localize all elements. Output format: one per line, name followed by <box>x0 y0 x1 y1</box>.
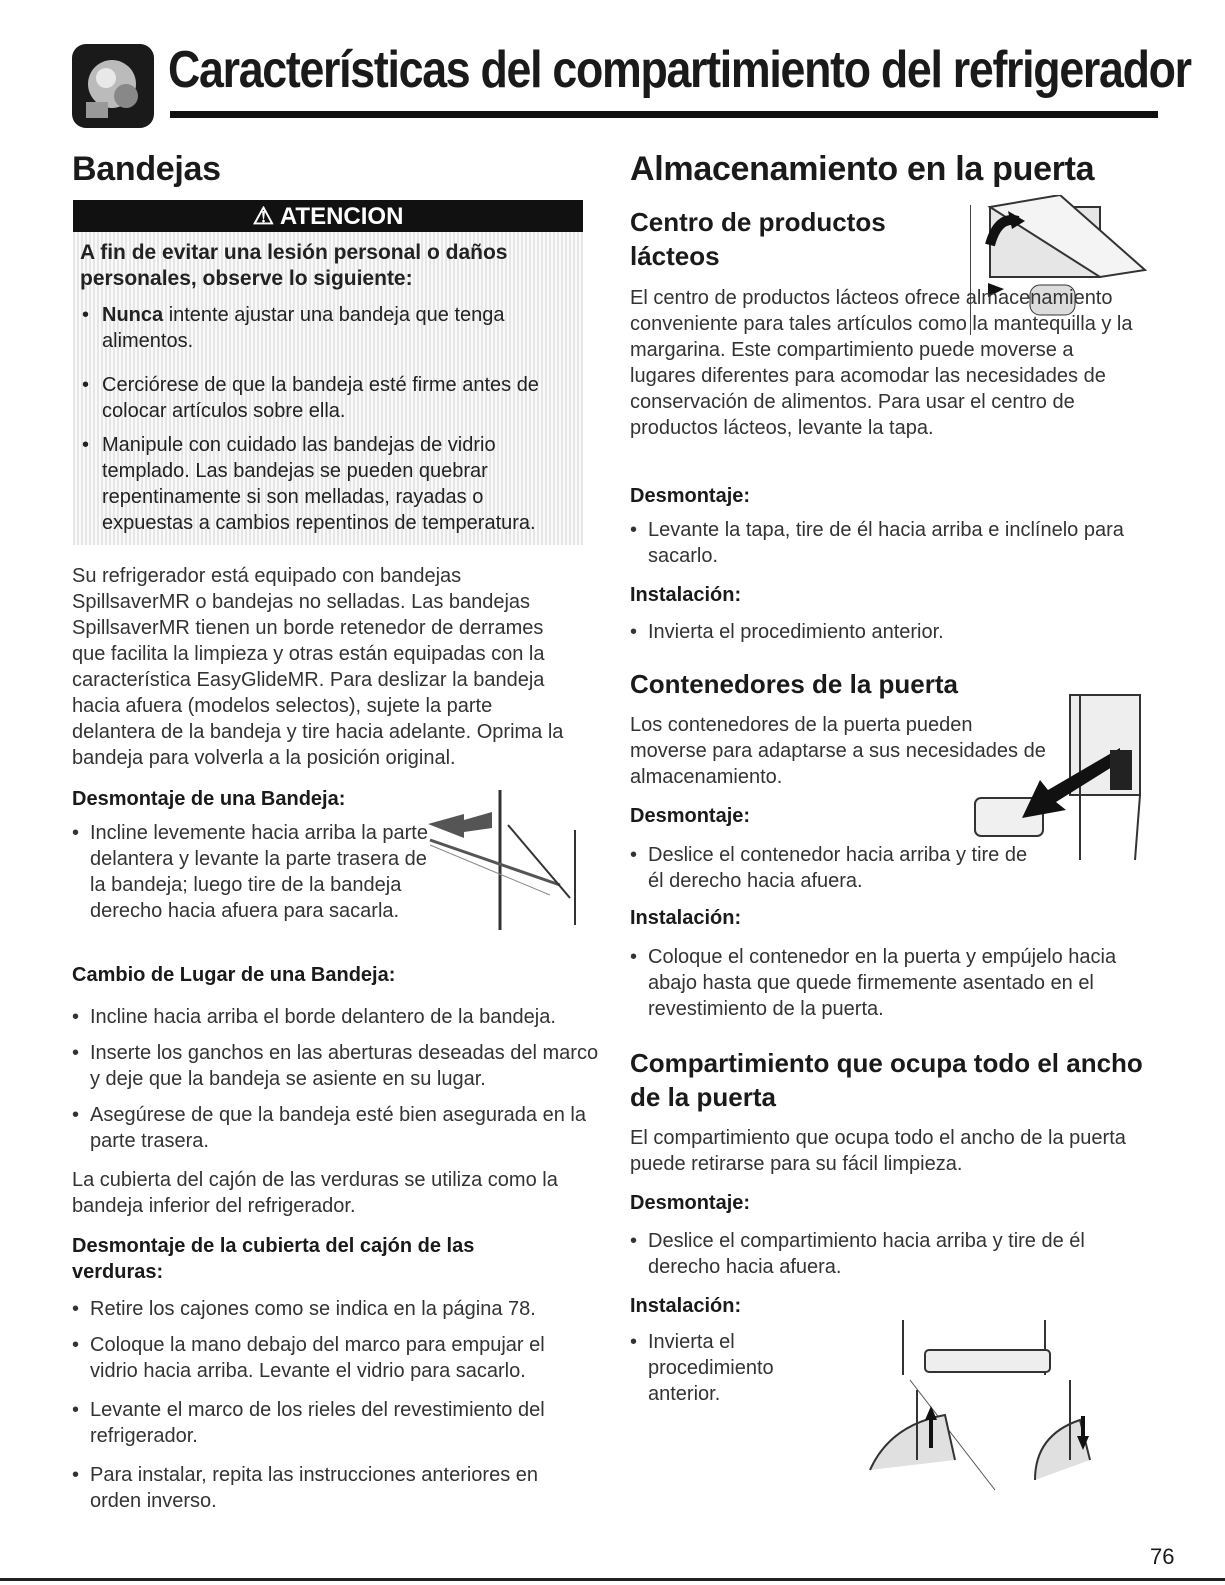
warning-item-3: • Manipule con cuidado las bandejas de vidrio templado. Las bandejas se pueden quebrar repentinamente si son melladas, rayadas o expuestas a cambios repentinos de temperatura. <box>82 434 536 534</box>
change-shelf-label: Cambio de Lugar de una Bandeja: <box>72 964 396 986</box>
dairy-install-item: • Invierta el procedimiento anterior. <box>630 619 1128 645</box>
page-number: 76 <box>1150 1544 1175 1569</box>
cover-item-3: • Levante el marco de los rieles del revestimiento del refrigerador. <box>72 1397 590 1449</box>
dairy-text <box>630 285 1140 441</box>
heading-bandejas: Bandejas <box>72 150 221 188</box>
warning-item-2: • Cerciórese de que la bandeja esté firme antes de colocar artículos sobre ella. <box>82 374 539 422</box>
warning-item-1-bold: Nunca <box>102 304 164 326</box>
dairy-title: Centro de productos lácteos <box>630 207 886 271</box>
warning-item-1-text: intente ajustar una bandeja que tenga alimentos. <box>102 304 505 352</box>
change-shelf-item-3: • Asegúrese de que la bandeja esté bien asegurada en la parte trasera. <box>72 1102 610 1154</box>
footer-rule <box>0 1578 1225 1581</box>
cover-text: La cubierta del cajón de las verduras se utiliza como la bandeja inferior del refrigerador. <box>72 1169 558 1217</box>
cover-removal-label: Desmontaje de la cubierta del cajón de las verduras: <box>72 1235 475 1283</box>
warning-item-2-text: Cerciórese de que la bandeja esté firme antes de colocar artículos sobre ella. <box>102 374 539 422</box>
full-remove-label: Desmontaje: <box>630 1192 751 1214</box>
warning-intro: A fin de evitar una lesión personal o daños personales, observe lo siguiente: <box>80 241 508 290</box>
full-remove-item: • Deslice el compartimiento hacia arriba y tire de él derecho hacia afuera. <box>630 1228 1148 1280</box>
full-width-compartment-illustration <box>855 1320 1105 1520</box>
page-title: Características del compartimiento del refrigerador <box>168 41 1191 99</box>
shelf-removal-illustration <box>420 790 585 930</box>
full-width-text: El compartimiento que ocupa todo el ancho de la puerta puede retirarse para su fácil limpieza. <box>630 1127 1126 1175</box>
change-shelf-item-1: • Incline hacia arriba el borde delantero de la bandeja. <box>72 1004 610 1030</box>
bins-text: Los contenedores de la puerta pueden moverse para adaptarse a sus necesidades de almacenamiento. <box>630 714 1046 788</box>
warning-triangle-icon: ⚠ <box>252 203 275 230</box>
cover-item-4: • Para instalar, repita las instrucciones anteriores en orden inverso. <box>72 1462 590 1514</box>
full-install-item: • Invierta el procedimiento anterior. <box>630 1329 808 1407</box>
bins-remove-label: Desmontaje: <box>630 805 751 827</box>
full-install-label: Instalación: <box>630 1295 742 1317</box>
remove-shelf-label: Desmontaje de una Bandeja: <box>72 788 346 810</box>
dairy-text-content: El centro de productos lácteos ofrece almacenamiento conveniente para tales artículos como la mantequilla y la margarina. Este compartimiento puede moverse a lugares diferentes para acomodar las necesidades de conservación de alimentos. Para usar el centro de productos lácteos, levante la tapa. <box>630 287 1133 439</box>
full-width-title: Compartimiento que ocupa todo el ancho de la puerta <box>630 1048 1143 1112</box>
warning-item-3-text: Manipule con cuidado las bandejas de vidrio templado. Las bandejas se pueden quebrar repentinamente si son melladas, rayadas o expuestas a cambios repentinos de temperatura. <box>102 434 536 534</box>
bins-install-item: • Coloque el contenedor en la puerta y empújelo hacia abajo hasta que quede firmemente asentado en el revestimiento de la puerta. <box>630 944 1158 1022</box>
bins-install-label: Instalación: <box>630 907 742 929</box>
remove-shelf-item: • Incline levemente hacia arriba la parte delantera y levante la parte trasera de la bandeja; luego tire de la bandeja derecho hacia afuera para sacarla. <box>72 820 440 924</box>
warning-title: ATENCION <box>279 203 404 230</box>
header-rule <box>170 111 1158 118</box>
heading-almacenamiento: Almacenamiento en la puerta <box>630 150 1095 188</box>
bins-title: Contenedores de la puerta <box>630 669 958 699</box>
cover-item-1: • Retire los cajones como se indica en la página 78. <box>72 1296 610 1322</box>
bandejas-intro: Su refrigerador está equipado con bandejas SpillsaverMR o bandejas no selladas. Las bandejas SpillsaverMR tienen un borde retenedor de derrames que facilita la limpieza y otras están equipadas con la característica EasyGlideMR. Para deslizar la bandeja hacia afuera (modelos selectos), sujete la parte delantera de la bandeja y tire hacia adelante. Oprima la bandeja para volverla a la posición original. <box>72 565 564 769</box>
warning-title-bar <box>73 200 583 232</box>
refrigerator-section-icon <box>72 44 154 128</box>
cover-item-2: • Coloque la mano debajo del marco para empujar el vidrio hacia arriba. Levante el vidrio para sacarlo. <box>72 1332 590 1384</box>
bins-remove-item: • Deslice el contenedor hacia arriba y tire de él derecho hacia afuera. <box>630 842 1048 894</box>
warning-item-1: • Nunca intente ajustar una bandeja que tenga alimentos. <box>82 304 505 352</box>
change-shelf-item-2: • Inserte los ganchos en las aberturas deseadas del marco y deje que la bandeja se asiente en su lugar. <box>72 1040 610 1092</box>
dairy-install-label: Instalación: <box>630 584 742 606</box>
dairy-remove-label: Desmontaje: <box>630 485 751 507</box>
dairy-remove-item: • Levante la tapa, tire de él hacia arriba e inclínelo para sacarlo. <box>630 517 1128 569</box>
